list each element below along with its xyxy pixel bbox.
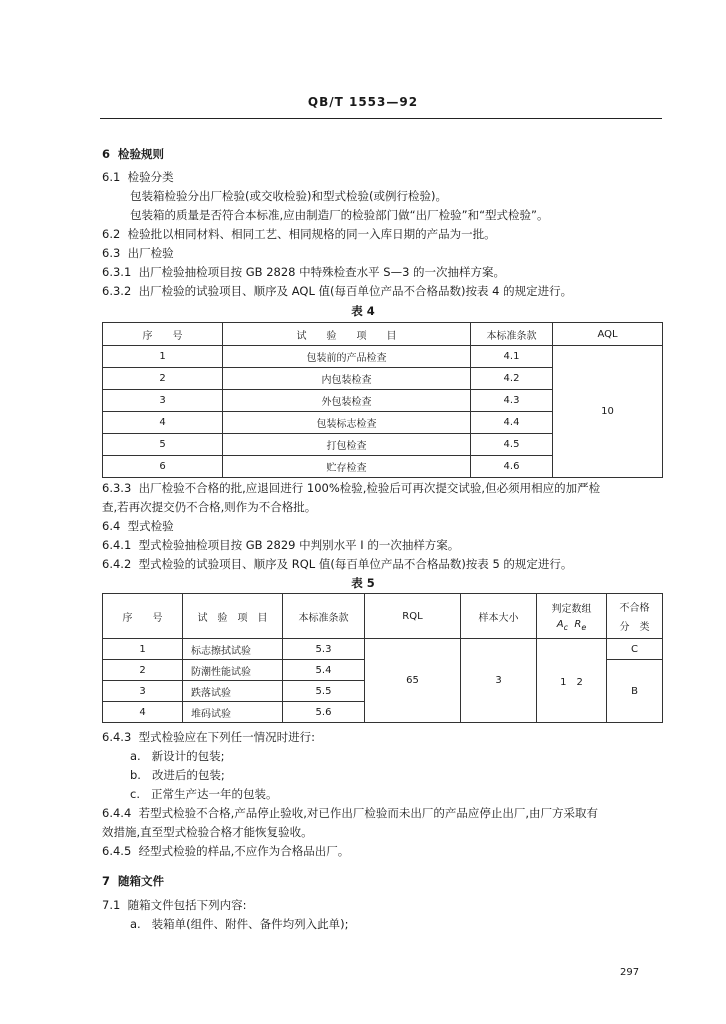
cell-no: 4: [103, 412, 223, 434]
clause-6-3: [102, 246, 174, 261]
cell-no: 2: [103, 368, 223, 390]
column-header-aql: AQL: [553, 323, 663, 346]
cell-clause: 4.4: [471, 412, 553, 434]
cell-clause: 4.5: [471, 434, 553, 456]
list-text: 新设计的包装;: [151, 749, 225, 763]
clause-number: 6.4.4: [102, 806, 132, 820]
clause-text: 检验分类: [127, 170, 174, 184]
clause-text: 型式检验应在下列任一情况时进行:: [138, 730, 315, 744]
table-row: [103, 639, 663, 660]
clause-number: 6.4.3: [102, 730, 132, 744]
paragraph: 效措施,直至型式检验合格才能恢复验收。: [102, 825, 313, 839]
clause-6-2: [102, 227, 496, 242]
clause-6-3-2: [102, 284, 572, 299]
cell-clause: 5.4: [283, 660, 365, 681]
clause-text: 经型式检验的样品,不应作为合格品出厂。: [138, 844, 350, 858]
judgement-subheaders: [537, 619, 606, 632]
standard-code-header: QB/T 1553—92: [307, 95, 419, 109]
clause-number: 7.1: [102, 898, 121, 912]
column-header-judgement: [537, 594, 607, 639]
paragraph: 包装箱检验分出厂检验(或交收检验)和型式检验(或例行检验)。: [130, 189, 447, 203]
cell-no: 4: [103, 702, 183, 723]
clause-text: 型式检验的试验项目、顺序及 RQL 值(每百单位产品不合格品数)按表 5 的规定进行。: [138, 557, 573, 571]
clause-6-1: [102, 170, 174, 185]
cell-sample-size: 3: [461, 639, 537, 723]
section-7-heading: [102, 874, 164, 889]
classification-label-line1: 不合格: [619, 603, 650, 614]
clause-text: 若型式检验不合格,产品停止验收,对已作出厂检验而未出厂的产品应停止出厂,由厂方采取有: [138, 806, 599, 820]
cell-item: 包装前的产品检查: [223, 346, 471, 368]
cell-clause: 5.6: [283, 702, 365, 723]
cell-clause: 5.3: [283, 639, 365, 660]
cell-clause: 5.5: [283, 681, 365, 702]
accept-subscript: c: [563, 623, 568, 632]
list-label: a.: [130, 749, 141, 763]
cell-no: 6: [103, 456, 223, 478]
list-text: 正常生产达一年的包装。: [150, 787, 278, 801]
table-header-row: [103, 323, 663, 346]
cell-judgement: 1 2: [537, 639, 607, 723]
clause-6-4-1: [102, 538, 459, 553]
table-4: [102, 322, 663, 478]
section-title: 检验规则: [118, 147, 165, 161]
clause-number: 6.2: [102, 227, 121, 241]
reject-subscript: e: [581, 623, 587, 632]
cell-clause: 4.6: [471, 456, 553, 478]
list-item-a: [130, 749, 225, 764]
cell-no: 2: [103, 660, 183, 681]
header-rule: [100, 118, 662, 119]
clause-text: 型式检验: [127, 519, 174, 533]
clause-text: 出厂检验的试验项目、顺序及 AQL 值(每百单位产品不合格品数)按表 4 的规定进行。: [138, 284, 573, 298]
cell-class-b: B: [607, 660, 663, 723]
clause-number: 6.3.2: [102, 284, 132, 298]
cell-rql: 65: [365, 639, 461, 723]
clause-number: 6.3: [102, 246, 121, 260]
column-header-sample-size: 样本大小: [461, 594, 537, 639]
clause-number: 6.3.1: [102, 265, 132, 279]
clause-number: 6.3.3: [102, 481, 132, 495]
cell-no: 3: [103, 681, 183, 702]
table-4-caption: 表 4: [351, 304, 375, 318]
reject-symbol: R: [574, 619, 582, 630]
cell-clause: 4.2: [471, 368, 553, 390]
clause-text: 出厂检验抽检项目按 GB 2828 中特殊检查水平 S—3 的一次抽样方案。: [138, 265, 506, 279]
table-row: [103, 346, 663, 368]
cell-item: 包装标志检查: [223, 412, 471, 434]
clause-text: 出厂检验: [127, 246, 174, 260]
section-number: 6: [102, 147, 111, 161]
list-label: c.: [130, 787, 140, 801]
judgement-label: 判定数组: [551, 604, 592, 615]
list-item-b: [130, 768, 225, 783]
clause-6-4-2: [102, 557, 572, 572]
cell-item: 防潮性能试验: [183, 660, 283, 681]
clause-number: 6.4.5: [102, 844, 132, 858]
cell-item: 贮存检查: [223, 456, 471, 478]
cell-clause: 4.3: [471, 390, 553, 412]
column-header-classification: [607, 594, 663, 639]
clause-number: 6.1: [102, 170, 121, 184]
cell-class-c: C: [607, 639, 663, 660]
column-header-item: 试 验 项 目: [183, 594, 283, 639]
cell-clause: 4.1: [471, 346, 553, 368]
clause-6-3-1: [102, 265, 505, 280]
column-header-rql: RQL: [365, 594, 461, 639]
list-item-a: [130, 917, 349, 932]
column-header-no: 序 号: [103, 594, 183, 639]
clause-text: 型式检验抽检项目按 GB 2829 中判别水平 I 的一次抽样方案。: [138, 538, 460, 552]
list-label: b.: [130, 768, 141, 782]
cell-item: 堆码试验: [183, 702, 283, 723]
cell-item: 标志擦拭试验: [183, 639, 283, 660]
clause-6-4-3: [102, 730, 315, 745]
cell-item: 外包装检查: [223, 390, 471, 412]
section-number: 7: [102, 874, 111, 888]
page-number: 297: [620, 967, 640, 978]
cell-item: 打包检查: [223, 434, 471, 456]
table-5: [102, 593, 663, 723]
list-text: 装箱单(组件、附件、备件均列入此单);: [151, 917, 349, 931]
cell-no: 1: [103, 346, 223, 368]
clause-6-4-5: [102, 844, 349, 859]
clause-6-3-3: [102, 481, 600, 496]
classification-label-line2: 分 类: [619, 622, 650, 633]
clause-7-1: [102, 898, 246, 913]
section-title: 随箱文件: [118, 874, 165, 888]
list-text: 改进后的包装;: [151, 768, 225, 782]
cell-item: 内包装检查: [223, 368, 471, 390]
paragraph: 查,若再次提交仍不合格,则作为不合格批。: [102, 500, 317, 514]
column-header-clause: 本标准条款: [471, 323, 553, 346]
paragraph: 包装箱的质量是否符合本标准,应由制造厂的检验部门做“出厂检验”和“型式检验”。: [130, 208, 549, 222]
column-header-clause: 本标准条款: [283, 594, 365, 639]
column-header-no: 序 号: [103, 323, 223, 346]
clause-number: 6.4.2: [102, 557, 132, 571]
clause-text: 出厂检验不合格的批,应退回进行 100%检验,检验后可再次提交试验,但必须用相应的加严检: [138, 481, 601, 495]
accept-symbol: A: [556, 619, 564, 630]
clause-text: 随箱文件包括下列内容:: [127, 898, 247, 912]
table-5-caption: 表 5: [351, 576, 375, 590]
clause-number: 6.4: [102, 519, 121, 533]
clause-6-4: [102, 519, 174, 534]
clause-text: 检验批以相同材料、相同工艺、相同规格的同一入库日期的产品为一批。: [127, 227, 496, 241]
column-header-item: 试 验 项 目: [223, 323, 471, 346]
cell-aql: 10: [553, 346, 663, 478]
cell-item: 跌落试验: [183, 681, 283, 702]
cell-no: 3: [103, 390, 223, 412]
cell-no: 1: [103, 639, 183, 660]
list-item-c: [130, 787, 277, 802]
clause-number: 6.4.1: [102, 538, 132, 552]
table-header-row: [103, 594, 663, 639]
clause-6-4-4: [102, 806, 598, 821]
cell-no: 5: [103, 434, 223, 456]
section-6-heading: [102, 147, 164, 162]
list-label: a.: [130, 917, 141, 931]
